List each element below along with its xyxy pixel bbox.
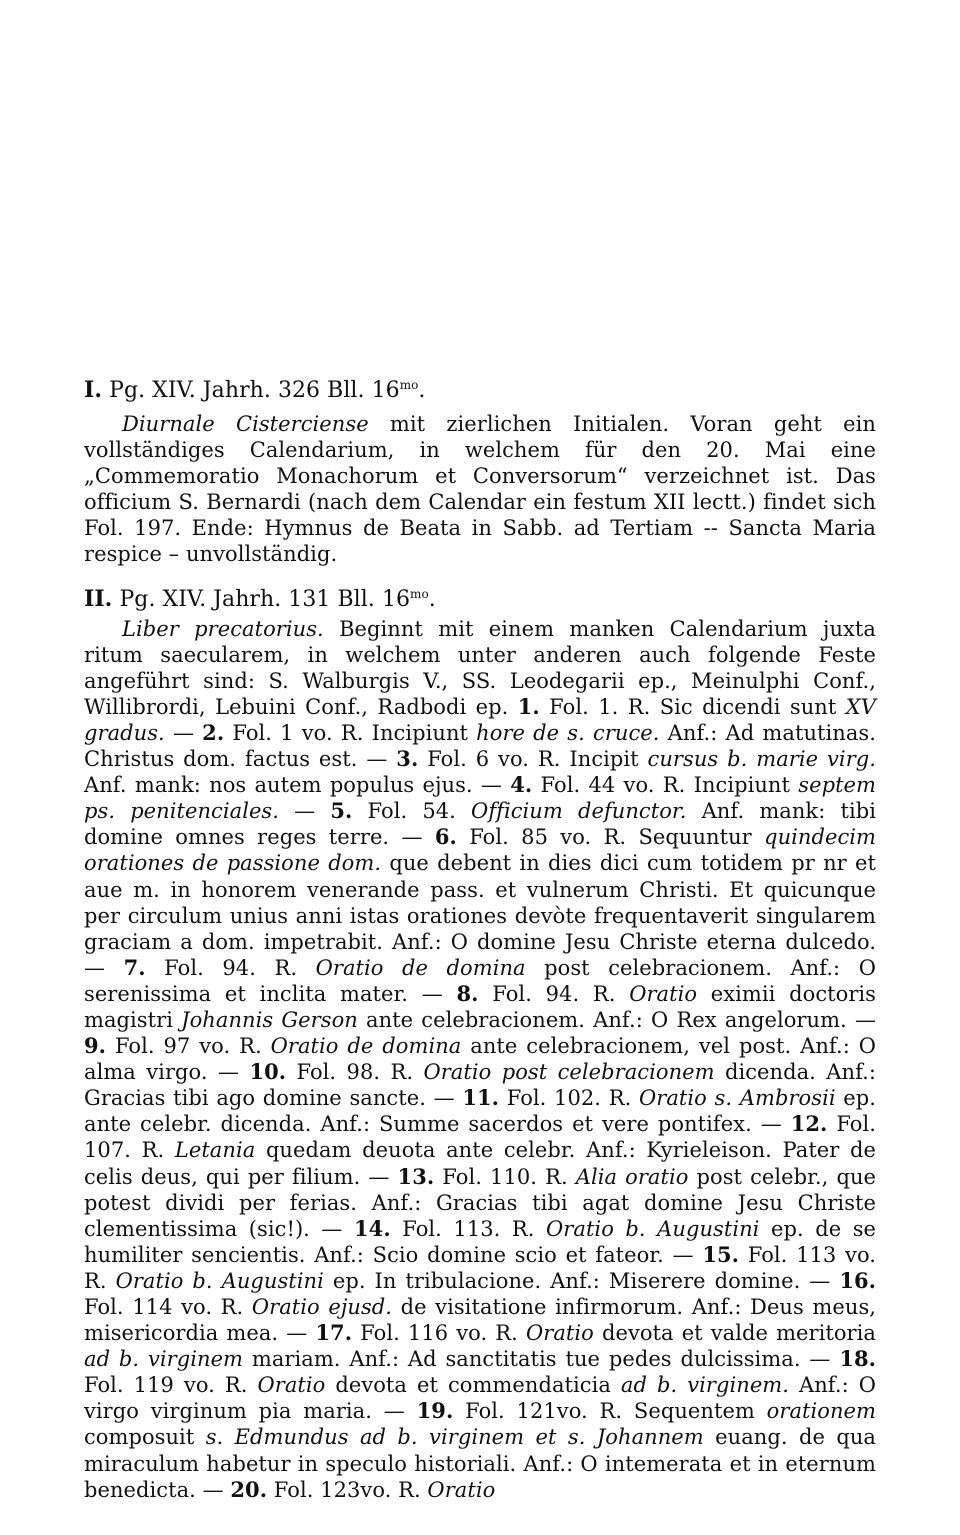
entry-heading-text: Pg. XIV. Jahrh. 131 Bll. 16: [119, 586, 411, 612]
entry-heading-text: Pg. XIV. Jahrh. 326 Bll. 16: [109, 378, 400, 403]
format-superscript: mo: [410, 586, 429, 601]
heading-period: .: [418, 378, 426, 403]
heading-period: .: [428, 586, 436, 612]
entry-number: I.: [84, 377, 103, 403]
entry-number: II.: [84, 585, 113, 612]
entry-heading: [84, 585, 876, 614]
format-superscript: mo: [399, 378, 419, 392]
entry-description: Diurnale Cisterciense mit zierlichen Initialen. Voran geht ein vollständiges Calendarium, in welchem für den 20. Mai eine „Commemoratio Monachorum et Conversorum“ verzeichnet ist. Das officium S. Bernardi (nach dem Calendar ein festum XII lectt.) findet sich Fol. 197. Ende: Hymnus de Beata in Sabb. ad Tertiam -- Sancta Maria respice – unvollständig.: [84, 412, 876, 567]
entry-heading: [84, 376, 876, 405]
catalog-text: [84, 376, 876, 1503]
entry-description: Liber precatorius. Beginnt mit einem manken Calendarium juxta ritum saecularem, in welchem unter anderen auch folgende Feste angeführt sind: S. Walburgis V., SS. Leodegarii ep., Meinulphi Conf., Willibrordi, Lebuini Conf., Radbodi ep. 1. Fol. 1. R. Sic dicendi sunt XV gradus. — 2. Fol. 1 vo. R. Incipiunt hore de s. cruce. Anf.: Ad matutinas. Christus dom. factus est. — 3. Fol. 6 vo. R. Incipit cursus b. marie virg. Anf. mank: nos autem populus ejus. — 4. Fol. 44 vo. R. Incipiunt septem ps. penitenciales. — 5. Fol. 54. Officium defunctor. Anf. mank: tibi domine omnes reges terre. — 6. Fol. 85 vo. R. Sequuntur quindecim orationes de passione dom. que debent in dies dici cum totidem pr nr et aue m. in honorem venerande pass. et vulnerum Christi. Et quicunque per circulum unius anni istas orationes devòte frequentaverit singularem graciam a dom. impetrabit. Anf.: O domine Jesu Christe eterna dulcedo. — 7. Fol. 94. R. Oratio de domina post celebracionem. Anf.: O serenissima et inclita mater. — 8. Fol. 94. R. Oratio eximii doctoris magistri Johannis Gerson ante celebracionem. Anf.: O Rex angelorum. — 9. Fol. 97 vo. R. Oratio de domina ante celebracionem, vel post. Anf.: O alma virgo. — 10. Fol. 98. R. Oratio post celebracionem dicenda. Anf.: Gracias tibi ago domine sancte. — 11. Fol. 102. R. Oratio s. Ambrosii ep. ante celebr. dicenda. Anf.: Summe sacerdos et vere pontifex. — 12. Fol. 107. R. Letania quedam deuota ante celebr. Anf.: Kyrieleison. Pater de celis deus, qui per filium. — 13. Fol. 110. R. Alia oratio post celebr., que potest dividi per ferias. Anf.: Gracias tibi agat domine Jesu Christe clementissima (sic!). — 14. Fol. 113. R. Oratio b. Augustini ep. de se humiliter sencientis. Anf.: Scio domine scio et fateor. — 15. Fol. 113 vo. R. Oratio b. Augustini ep. In tribulacione. Anf.: Miserere domine. — 16. Fol. 114 vo. R. Oratio ejusd. de visitatione infirmorum. Anf.: Deus meus, misericordia mea. — 17. Fol. 116 vo. R. Oratio devota et valde meritoria ad b. virginem mariam. Anf.: Ad sanctitatis tue pedes dulcissima. — 18. Fol. 119 vo. R. Oratio devota et commendaticia ad b. virginem. Anf.: O virgo virginum pia maria. — 19. Fol. 121vo. R. Sequentem orationem composuit s. Edmundus ad b. virginem et s. Johannem euang. de qua miraculum habetur in speculo historiali. Anf.: O intemerata et in eternum benedicta. — 20. Fol. 123vo. R. Oratio: [84, 616, 877, 1502]
